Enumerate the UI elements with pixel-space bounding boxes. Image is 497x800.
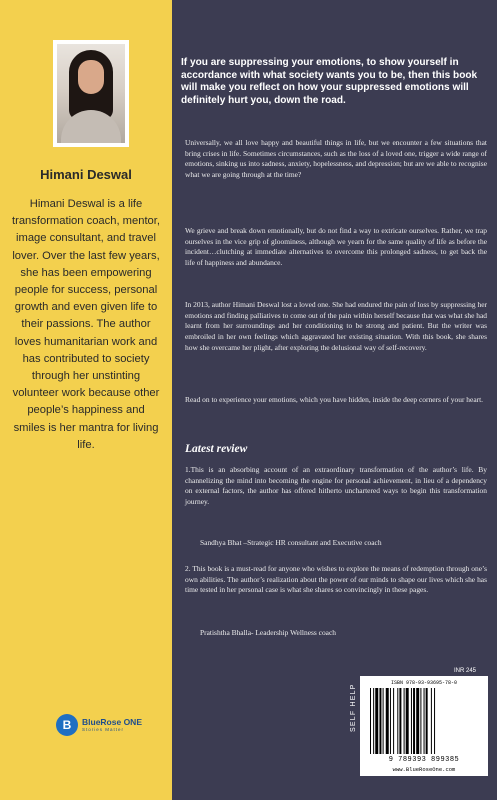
- review-text: 2. This book is a must-read for anyone who wishes to explore the means of redemption through one’s own abilities. The author’s realization about the power of our minds to shape our lives which she has time tested in her personal case is what she shares so convincingly in these pages.: [185, 564, 487, 595]
- barcode-area: [360, 676, 488, 776]
- review-attribution: Sandhya Bhat –Strategic HR consultant and Executive coach: [200, 538, 382, 547]
- review-text: 1.This is an absorbing account of an extraordinary transformation of the author’s life. By channelizing the mind into becoming the engine for personal achievement, in lieu of a dependency on external factors, the author has offered hitherto unchartered ways to begin this transformation journey.: [185, 465, 487, 507]
- isbn-digits: 9 789393 899385: [388, 756, 460, 764]
- blurb-paragraph: In 2013, author Himani Deswal lost a loved one. She had endured the pain of loss by suppressing her emotions and finding palliatives to come out of the pain within herself because that was what she had learnt from her surroundings and her conditioning to be strong and patient. But the writer was embroiled in her own feelings which aggravated her existing situation. With this book, she shares how she overcame her plight, after exploring the delusional way of self-recovery.: [185, 300, 487, 352]
- blurb-paragraph: Read on to experience your emotions, which you have hidden, inside the deep corners of your heart.: [185, 395, 484, 404]
- author-bio: Himani Deswal is a life transformation coach, mentor, image consultant, and travel lover. Over the last few years, she has been empowering people for success, personal growth and even given life to their passions. The author loves humanitarian work and has contributed to society through her unstinting volunteer work because other people’s happiness and smiles is her mantra for living life.: [12, 198, 160, 451]
- category-label: SELF HELP: [350, 683, 357, 732]
- barcode-bars: [370, 688, 478, 754]
- reviews-heading: Latest review: [185, 443, 248, 455]
- blurb-paragraph: We grieve and break down emotionally, but do not find a way to extricate ourselves. Rather, we trap ourselves in the vice grip of gloominess, although we yearn for the same quality of life as before the incident…clutching at immediate alternatives to overcome this prolonged sadness, to get back the life of happiness and abundance.: [185, 226, 487, 268]
- author-photo: [53, 40, 129, 147]
- author-name: Himani Deswal: [40, 167, 132, 182]
- review-attribution: Pratishtha Bhalla- Leadership Wellness coach: [200, 628, 336, 637]
- author-panel: [0, 0, 172, 800]
- publisher-name: BlueRose ONE: [82, 717, 142, 727]
- publisher-logo: [56, 712, 142, 738]
- publisher-website: www.BlueRoseOne.com: [392, 766, 456, 773]
- publisher-tagline: Stories Matter: [82, 727, 125, 732]
- hook-text: If you are suppressing your emotions, to show yourself in accordance with what society wants you to be, then this book will make you reflect on how your suppressed emotions will definitely hurt you, down the road.: [181, 57, 478, 106]
- isbn-label: ISBN 978-93-93695-78-0: [390, 680, 457, 686]
- price-label: INR 245: [454, 668, 477, 674]
- publisher-logo-icon: B: [56, 714, 78, 736]
- blurb-paragraph: Universally, we all love happy and beautiful things in life, but we encounter a few situations that bring crises in life. Sometimes circumstances, such as the loss of a loved one, trigger a wide range of emotions, sinking us into sadness, anxiety, hopelessness, and depression; but are we able to recognise what we are going through at the time?: [185, 138, 487, 180]
